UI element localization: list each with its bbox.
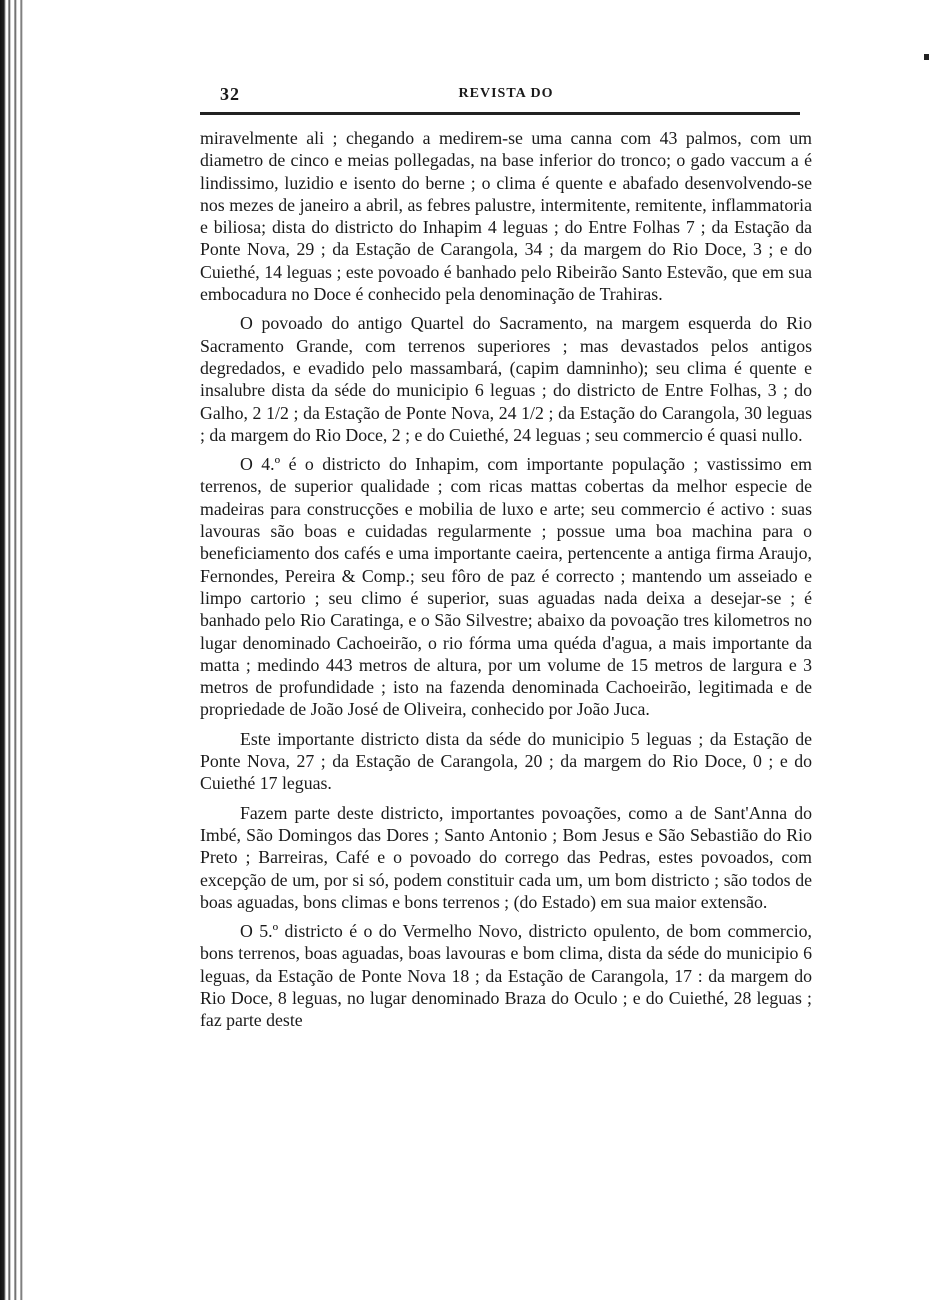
paragraph-vermelho-novo: O 5.º districto é o do Vermelho Novo, districto opulento, de bom commercio, bons terrenos, boas aguadas, boas lavouras e bom clima, dista da séde do municipio 6 leguas, da Estação de Ponte Nova 18 ; da Estação de Carangola, 17 : da margem do Rio Doce, 8 leguas, no lugar denominado Braza do Oculo ; e do Cuiethé, 28 leguas ; faz parte deste	[200, 921, 812, 1031]
paragraph-sacramento: O povoado do antigo Quartel do Sacramento, na margem esquerda do Rio Sacramento Grande, com terrenos superiores ; mas devastados pelos antigos degredados, e evadido pelo massambará, (capim damninho); seu clima é quente e insalubre dista da séde do municipio 6 leguas ; do districto de Entre Folhas, 3 ; do Galho, 2 1/2 ; da Estação de Ponte Nova, 24 1/2 ; da Estação do Carangola, 30 leguas ; da margem do Rio Doce, 2 ; e do Cuiethé, 24 leguas ; seu commercio é quasi nullo.	[200, 313, 812, 445]
page-number: 32	[220, 84, 240, 104]
paragraph-inhapim: O 4.º é o districto do Inhapim, com importante população ; vastissimo em terrenos, de superior qualidade ; com ricas mattas cobertas da melhor especie de madeiras para construcções e mobilia de luxo e arte; seu commercio é activo : suas lavouras são boas e cuidadas regularmente ; possue uma boa machina para o beneficiamento dos cafés e uma importante caeira, pertencente a antiga firma Araujo, Fernondes, Pereira & Comp.; seu fôro de paz é correcto ; mantendo um asseiado e limpo cartorio ; seu climo é superior, suas aguadas nada deixa a desejar-se ; é banhado pelo Rio Caratinga, e o São Silvestre; abaixo da povoação tres kilometros no lugar denominado Cachoeirão, o rio fórma uma quéda d'agua, a mais importante da matta ; medindo 443 metros de altura, por um volume de 15 metros de largura e 3 metros de profundidade ; isto na fazenda denominada Cachoeirão, legitimada e de propriedade de João José de Oliveira, conhecido por João Juca.	[200, 454, 812, 720]
header-rule	[200, 112, 800, 115]
book-page	[200, 80, 812, 1039]
page-header	[200, 80, 812, 104]
paragraph-povoacoes: Fazem parte deste districto, importantes povoações, como a de Sant'Anna do Imbé, São Domingos das Dores ; Santo Antonio ; Bom Jesus e São Sebastião do Rio Preto ; Barreiras, Café e o povoado do corrego das Pedras, estes povoados, com excepção de um, por si só, podem constituir cada um, um bom districto ; são todos de boas aguadas, bons climas e bons terrenos ; (do Estado) em sua maior extensão.	[200, 802, 812, 912]
scan-speck	[924, 54, 929, 60]
paragraph-inhapim-distances: Este importante districto dista da séde do municipio 5 leguas ; da Estação de Ponte Nova, 27 ; da Estação de Carangola, 20 ; da margem do Rio Doce, 0 ; e do Cuiethé 17 leguas.	[200, 728, 812, 794]
paragraph-continuation: miravelmente ali ; chegando a medirem-se uma canna com 43 palmos, com um diametro de cinco e meias pollegadas, na base inferior do tronco; o gado vaccum a é lindissimo, luzidio e isento do berne ; o clima é quente e abafado desenvolvendo-se nos mezes de janeiro a abril, as febres palustre, intermitente, remitente, inflammatoria e biliosa; dista do districto do Inhapim 4 leguas ; do Entre Folhas 7 ; da Estação da Ponte Nova, 29 ; da Estação de Carangola, 34 ; da margem do Rio Doce, 3 ; e do Cuiethé, 14 leguas ; este povoado é banhado pelo Ribeirão Santo Estevão, que em sua embocadura no Doce é conhecido pela denominação de Trahiras.	[200, 128, 812, 305]
running-head: REVISTA DO	[458, 86, 554, 101]
book-binding-edge	[0, 0, 32, 1300]
